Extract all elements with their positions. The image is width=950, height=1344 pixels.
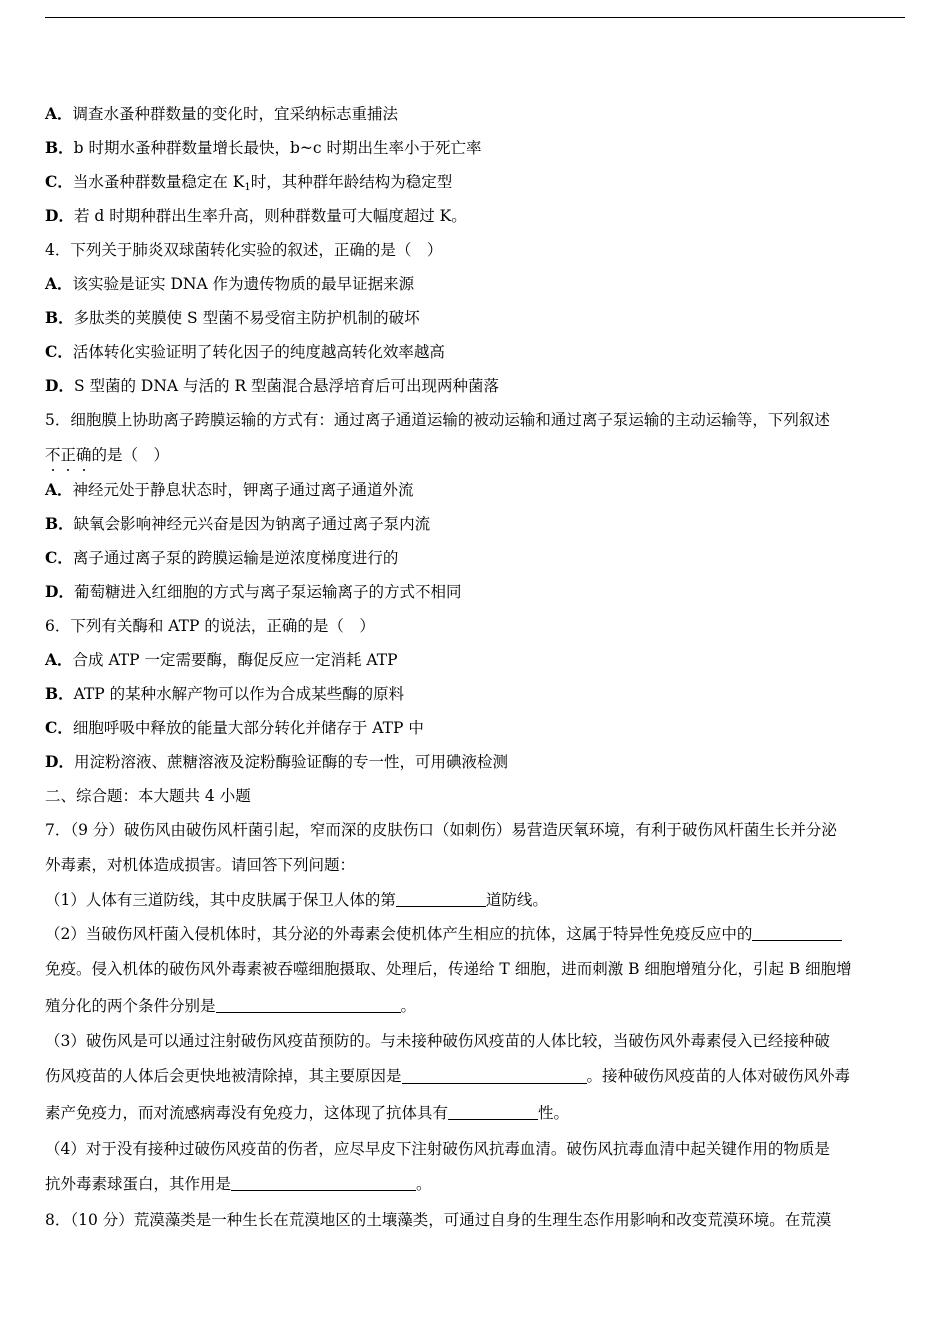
q7-part4-line1: （4）对于没有接种过破伤风疫苗的伤者，应尽早皮下注射破伤风抗毒血清。破伤风抗毒血清中起关键作用的物质是 [45,1139,830,1158]
q4-option-c [45,335,907,369]
option-letter: A． [45,104,73,123]
q4-option-d [45,369,907,403]
q6-stem: 6．下列有关酶和 ATP 的说法，正确的是（ ） [45,617,375,635]
option-text: S 型菌的 DNA 与活的 R 型菌混合悬浮培育后可出现两种菌落 [73,377,500,395]
option-text: 神经元处于静息状态时，钾离子通过离子通道外流 [72,481,414,499]
option-letter: D． [45,582,74,601]
part-text: （1）人体有三道防线，其中皮肤属于保卫人体的第 [45,891,396,909]
q8-stem-line1: 8．（10 分）荒漠藻类是一种生长在荒漠地区的土壤藻类，可通过自身的生理生态作用影响和改变荒漠环境。在荒漠 [45,1211,832,1230]
emphasis-char: 不 [45,437,61,473]
q7-part2-line2: 免疫。侵入机体的破伤风外毒素被吞噬细胞摄取、处理后，传递给 T 细胞，进而刺激 B 细胞增殖分化，引起 B 细胞增 [45,960,852,978]
q5-stem-line1: 5．细胞膜上协助离子跨膜运输的方式有：通过离子通道运输的被动运输和通过离子泵运输的主动运输等，下列叙述 [45,411,830,429]
q7-stem-line2: 外毒素，对机体造成损害。请回答下列问题： [45,856,356,874]
q6-option-c [45,711,907,745]
q6-option-a [45,643,907,677]
q7-part3-line3 [45,1095,907,1132]
part-text: 。 [400,996,417,1015]
stem-text: 的是（ ） [91,446,170,464]
answer-blank[interactable] [231,1175,416,1192]
q7-part2-line1 [45,917,907,951]
answer-blank[interactable] [216,997,401,1014]
q5-option-d [45,575,907,609]
q6-option-d [45,745,907,779]
option-letter: D． [45,752,74,771]
option-letter: B． [45,138,74,157]
answer-blank[interactable] [448,1104,538,1121]
emphasis-char: 确 [76,437,92,473]
option-letter: A． [45,650,73,669]
option-letter: C． [45,548,73,567]
q5-option-b [45,507,907,541]
option-text: ATP 的某种水解产物可以作为合成某些酶的原料 [73,685,405,703]
option-text: 多肽类的荚膜使 S 型菌不易受宿主防护机制的破坏 [73,309,420,327]
header-rule [45,17,905,18]
part-text: 抗外毒素球蛋白，其作用是 [45,1174,232,1193]
q3-option-c [45,165,907,199]
emphasis-char: 正 [61,437,77,473]
option-text: 时，其种群年龄结构为稳定型 [250,173,453,191]
part-text: 殖分化的两个条件分别是 [45,996,216,1015]
option-letter: C． [45,342,73,361]
option-letter: C． [45,718,73,737]
option-letter: A． [45,480,73,499]
q5-option-c [45,541,907,575]
option-text: 该实验是证实 DNA 作为遗传物质的最早证据来源 [72,275,415,293]
option-text: 若 d 时期种群出生率升高，则种群数量可大幅度超过 K。 [73,207,467,225]
answer-blank[interactable] [402,1067,587,1084]
option-text: 细胞呼吸中释放的能量大部分转化并储存于 ATP 中 [72,719,424,737]
option-letter: D． [45,206,74,225]
section-title: 二、综合题：本大题共 4 小题 [45,787,251,805]
option-text: 离子通过离子泵的跨膜运输是逆浓度梯度进行的 [72,549,399,567]
option-letter: D． [45,376,74,395]
document-body [45,97,907,1239]
answer-blank[interactable] [752,925,842,942]
part-text: 。接种破伤风疫苗的人体对破伤风外毒 [586,1067,851,1086]
q4-option-b [45,301,907,335]
option-text: 合成 ATP 一定需要酶，酶促反应一定消耗 ATP [72,651,398,669]
q5-option-a [45,473,907,507]
part-text: 伤风疫苗的人体后会更快地被清除掉，其主要原因是 [45,1067,402,1086]
option-text: 缺氧会影响神经元兴奋是因为钠离子通过离子泵内流 [73,515,431,533]
option-text: b 时期水蚤种群数量增长最快，b~c 时期出生率小于死亡率 [73,139,482,157]
option-text: 葡萄糖进入红细胞的方式与离子泵运输离子的方式不相同 [73,583,462,601]
q4-stem: 4．下列关于肺炎双球菌转化实验的叙述，正确的是（ ） [45,241,443,259]
part-text: 性。 [538,1104,570,1123]
option-text: 调查水蚤种群数量的变化时，宜采纳标志重捕法 [72,105,399,123]
q7-stem-line1: 7．（9 分）破伤风由破伤风杆菌引起，窄而深的皮肤伤口（如刺伤）易营造厌氧环境，有利于破伤风杆菌生长并分泌 [45,821,837,839]
answer-blank[interactable] [396,891,486,908]
part-text: 。 [416,1174,432,1193]
option-letter: B． [45,514,74,533]
q4-option-a [45,267,907,301]
q3-option-a [45,97,907,131]
q7-part4-line2 [45,1166,907,1203]
q7-part1 [45,883,907,917]
q5-stem-line2 [45,437,907,473]
q7-part3-line1: （3）破伤风是可以通过注射破伤风疫苗预防的。与未接种破伤风疫苗的人体比较，当破伤风外毒素侵入已经接种破 [45,1032,830,1051]
q7-part3-line2 [45,1058,907,1095]
part-text: 素产免疫力，而对流感病毒没有免疫力，这体现了抗体具有 [45,1104,449,1123]
option-letter: C． [45,172,73,191]
option-letter: B． [45,684,74,703]
q3-option-d [45,199,907,233]
option-text: 当水蚤种群数量稳定在 K [72,173,245,191]
option-letter: B． [45,308,74,327]
part-text: （2）当破伤风杆菌入侵机体时，其分泌的外毒素会使机体产生相应的抗体，这属于特异性免疫反应中的 [45,925,753,943]
q3-option-b [45,131,907,165]
option-text: 活体转化实验证明了转化因子的纯度越高转化效率越高 [72,343,445,361]
subscript: 1 [244,182,251,193]
option-text: 用淀粉溶液、蔗糖溶液及淀粉酶验证酶的专一性，可用碘液检测 [73,753,508,771]
q6-option-b [45,677,907,711]
q7-part2-line3 [45,988,907,1025]
part-text: 道防线。 [485,891,548,909]
option-letter: A． [45,274,73,293]
